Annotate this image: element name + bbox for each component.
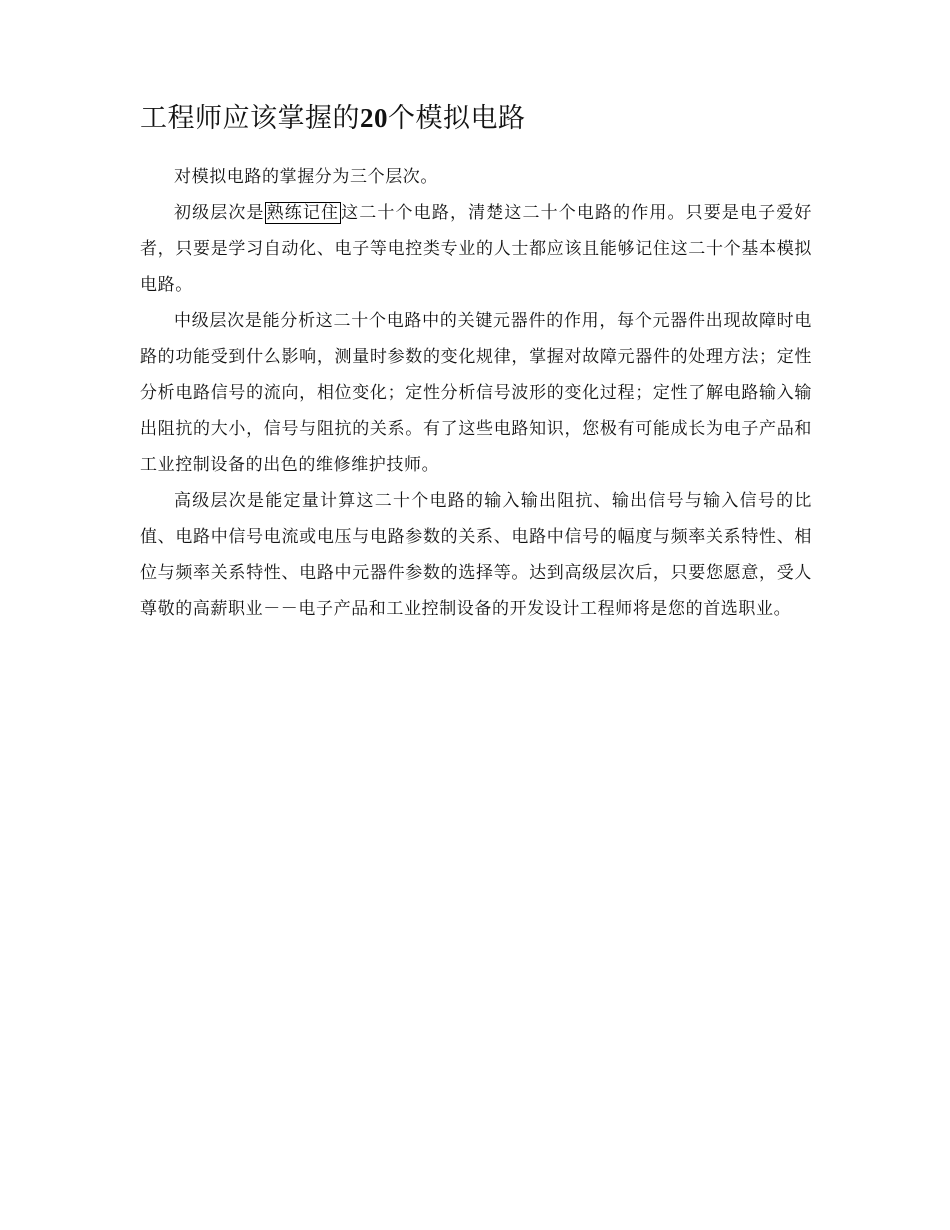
paragraph-basic-level [140, 195, 812, 303]
paragraph-advanced-level: 高级层次是能定量计算这二十个电路的输入输出阻抗、输出信号与输入信号的比值、电路中信号电流或电压与电路参数的关系、电路中信号的幅度与频率关系特性、相位与频率关系特性、电路中元器件参数的选择等。达到高级层次后，只要您愿意，受人尊敬的高薪职业－－电子产品和工业控制设备的开发设计工程师将是您的首选职业。 [140, 491, 812, 619]
paragraph-intermediate-level: 中级层次是能分析这二十个电路中的关键元器件的作用，每个元器件出现故障时电路的功能受到什么影响，测量时参数的变化规律，掌握对故障元器件的处理方法；定性分析电路信号的流向，相位变化；定性分析信号波形的变化过程；定性了解电路输入输出阻抗的大小，信号与阻抗的关系。有了这些电路知识，您极有可能成长为电子产品和工业控制设备的出色的维修维护技师。 [140, 311, 812, 475]
title-number: 20 [360, 103, 388, 133]
boxed-highlight: 熟练记住 [266, 203, 340, 223]
title-text-after: 个模拟电路 [388, 103, 526, 134]
paragraph-intro: 对模拟电路的掌握分为三个层次。 [174, 167, 438, 187]
basic-level-text-before: 初级层次是 [174, 203, 265, 223]
document-title [140, 98, 812, 139]
basic-level-text-after: 这二十个电路，清楚这二十个电路的作用。只要是电子爱好者，只要是学习自动化、电子等电控类专业的人士都应该且能够记住这二十个基本模拟电路。 [140, 203, 812, 295]
title-text-before: 工程师应该掌握的 [140, 103, 360, 134]
document-body [140, 98, 812, 627]
